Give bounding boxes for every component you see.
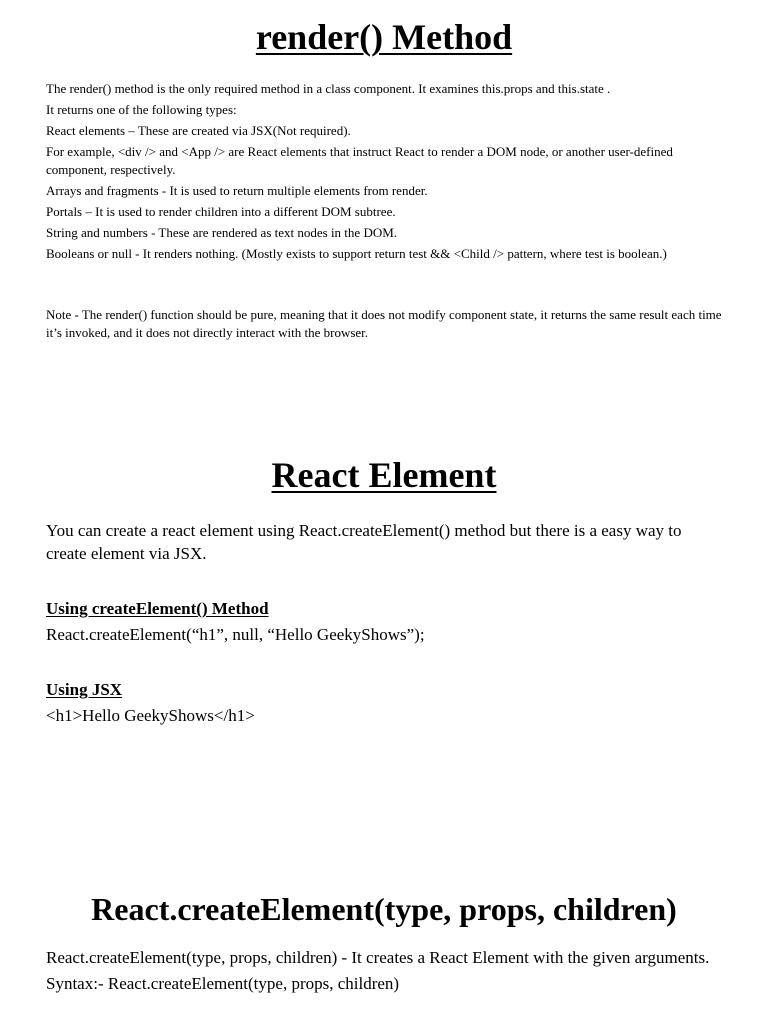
render-note: Note - The render() function should be pure, meaning that it does not modify component state, it returns the same result each time it’s invoked, and it does not directly interact with the browser. xyxy=(46,306,722,340)
render-paragraph-7: String and numbers - These are rendered as text nodes in the DOM. xyxy=(46,224,398,240)
render-paragraph-8: Booleans or null - It renders nothing. (Mostly exists to support return test && <Child /> pattern, where test is boolean.) xyxy=(46,245,667,261)
create-element-code: React.createElement(“h1”, null, “Hello GeekyShows”); xyxy=(46,625,425,644)
react-element-intro: You can create a react element using React.createElement() method but there is a easy way to create element via JSX. xyxy=(46,521,682,563)
render-paragraph-5: Arrays and fragments - It is used to return multiple elements from render. xyxy=(46,182,428,198)
create-element-example xyxy=(46,597,722,646)
render-method-body xyxy=(46,78,722,264)
render-method-title: render() Method xyxy=(255,17,513,57)
render-paragraph-1: The render() method is the only required method in a class component. It examines this.props and this.state . xyxy=(46,80,611,96)
create-element-title: React.createElement(type, props, children) xyxy=(91,891,677,927)
create-element-description: React.createElement(type, props, children) - It creates a React Element with the given arguments. xyxy=(46,948,710,967)
jsx-heading: Using JSX xyxy=(46,680,123,699)
jsx-code: <h1>Hello GeekyShows</h1> xyxy=(46,706,255,725)
render-note-block xyxy=(46,304,722,343)
create-element-body xyxy=(46,946,722,995)
jsx-example xyxy=(46,678,722,727)
react-element-title: React Element xyxy=(271,455,497,495)
render-paragraph-4: For example, <div /> and <App /> are React elements that instruct React to render a DOM node, or another user-defined component, respectively. xyxy=(46,143,673,177)
react-element-intro-block xyxy=(46,519,722,565)
render-paragraph-6: Portals – It is used to render children into a different DOM subtree. xyxy=(46,203,396,219)
create-element-heading: Using createElement() Method xyxy=(46,599,269,618)
create-element-syntax: Syntax:- React.createElement(type, props, children) xyxy=(46,974,400,993)
render-paragraph-2: It returns one of the following types: xyxy=(46,101,237,117)
render-paragraph-3: React elements – These are created via JSX(Not required). xyxy=(46,122,351,138)
